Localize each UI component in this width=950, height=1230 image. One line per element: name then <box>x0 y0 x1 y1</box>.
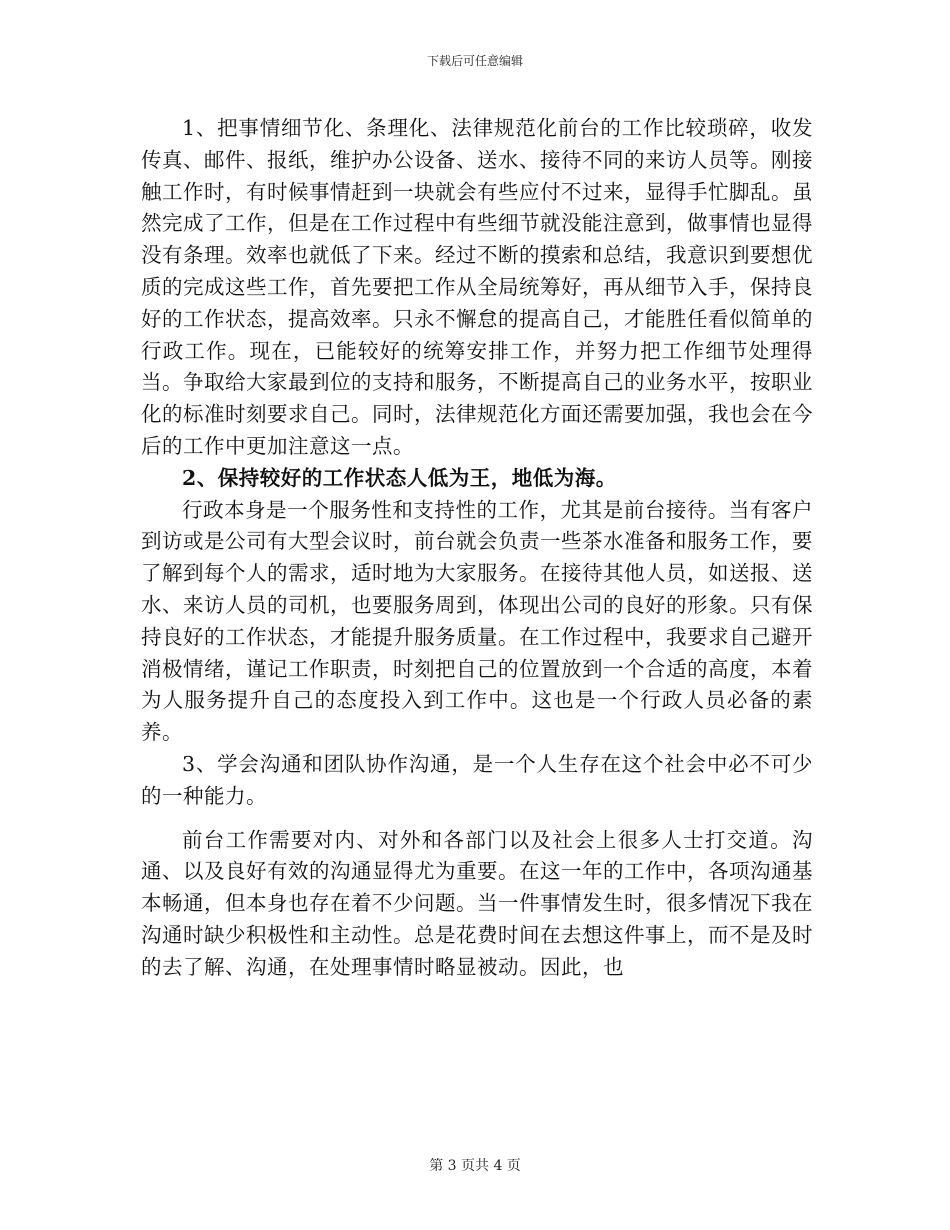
paragraph-work-state: 行政本身是一个服务性和支持性的工作，尤其是前台接待。当有客户到访或是公司有大型会议时，前台就会负责一些茶水准备和服务工作，要了解到每个人的需求，适时地为大家服务。在接待其他人员，如送报、送水、来访人员的司机，也要服务周到，体现出公司的良好的形象。只有保持良好的工作状态，才能提升服务质量。在工作过程中，我要求自己避开消极情绪，谨记工作职责，时刻把自己的位置放到一个合适的高度，本着为人服务提升自己的态度投入到工作中。这也是一个行政人员必备的素养。 <box>141 497 813 745</box>
document-body <box>141 113 813 984</box>
heading-work-state: 2、保持较好的工作状态人低为王，地低为海。 <box>182 465 617 490</box>
paragraph-detail-organization: 1、把事情细节化、条理化、法律规范化前台的工作比较琐碎，收发传真、邮件、报纸，维护办公设备、送水、接待不同的来访人员等。刚接触工作时，有时候事情赶到一块就会有些应付不过来，显得手忙脚乱。虽然完成了工作，但是在工作过程中有些细节就没能注意到，做事情也显得没有条理。效率也就低了下来。经过不断的摸索和总结，我意识到要想优质的完成这些工作，首先要把工作从全局统筹好，再从细节入手，保持良好的工作状态，提高效率。只永不懈怠的提高自己，才能胜任看似简单的行政工作。现在，已能较好的统筹安排工作，并努力把工作细节处理得当。争取给大家最到位的支持和服务，不断提高自己的业务水平，按职业化的标准时刻要求自己。同时，法律规范化方面还需要加强，我也会在今后的工作中更加注意这一点。 <box>141 116 813 458</box>
paragraph-communication-heading: 3、学会沟通和团队协作沟通，是一个人生存在这个社会中必不可少的一种能力。 <box>141 751 813 808</box>
paragraph-communication: 前台工作需要对内、对外和各部门以及社会上很多人士打交道。沟通、以及良好有效的沟通显得尤为重要。在这一年的工作中，各项沟通基本畅通，但本身也存在着不少问题。当一件事情发生时，很多情况下我在沟通时缺少积极性和主动性。总是花费时间在去想这件事上，而不是及时的去了解、沟通，在处理事情时略显被动。因此，也 <box>141 827 813 979</box>
page-footer: 第 3 页共 4 页 <box>429 1158 521 1174</box>
page-header: 下载后可任意编辑 <box>426 54 523 68</box>
